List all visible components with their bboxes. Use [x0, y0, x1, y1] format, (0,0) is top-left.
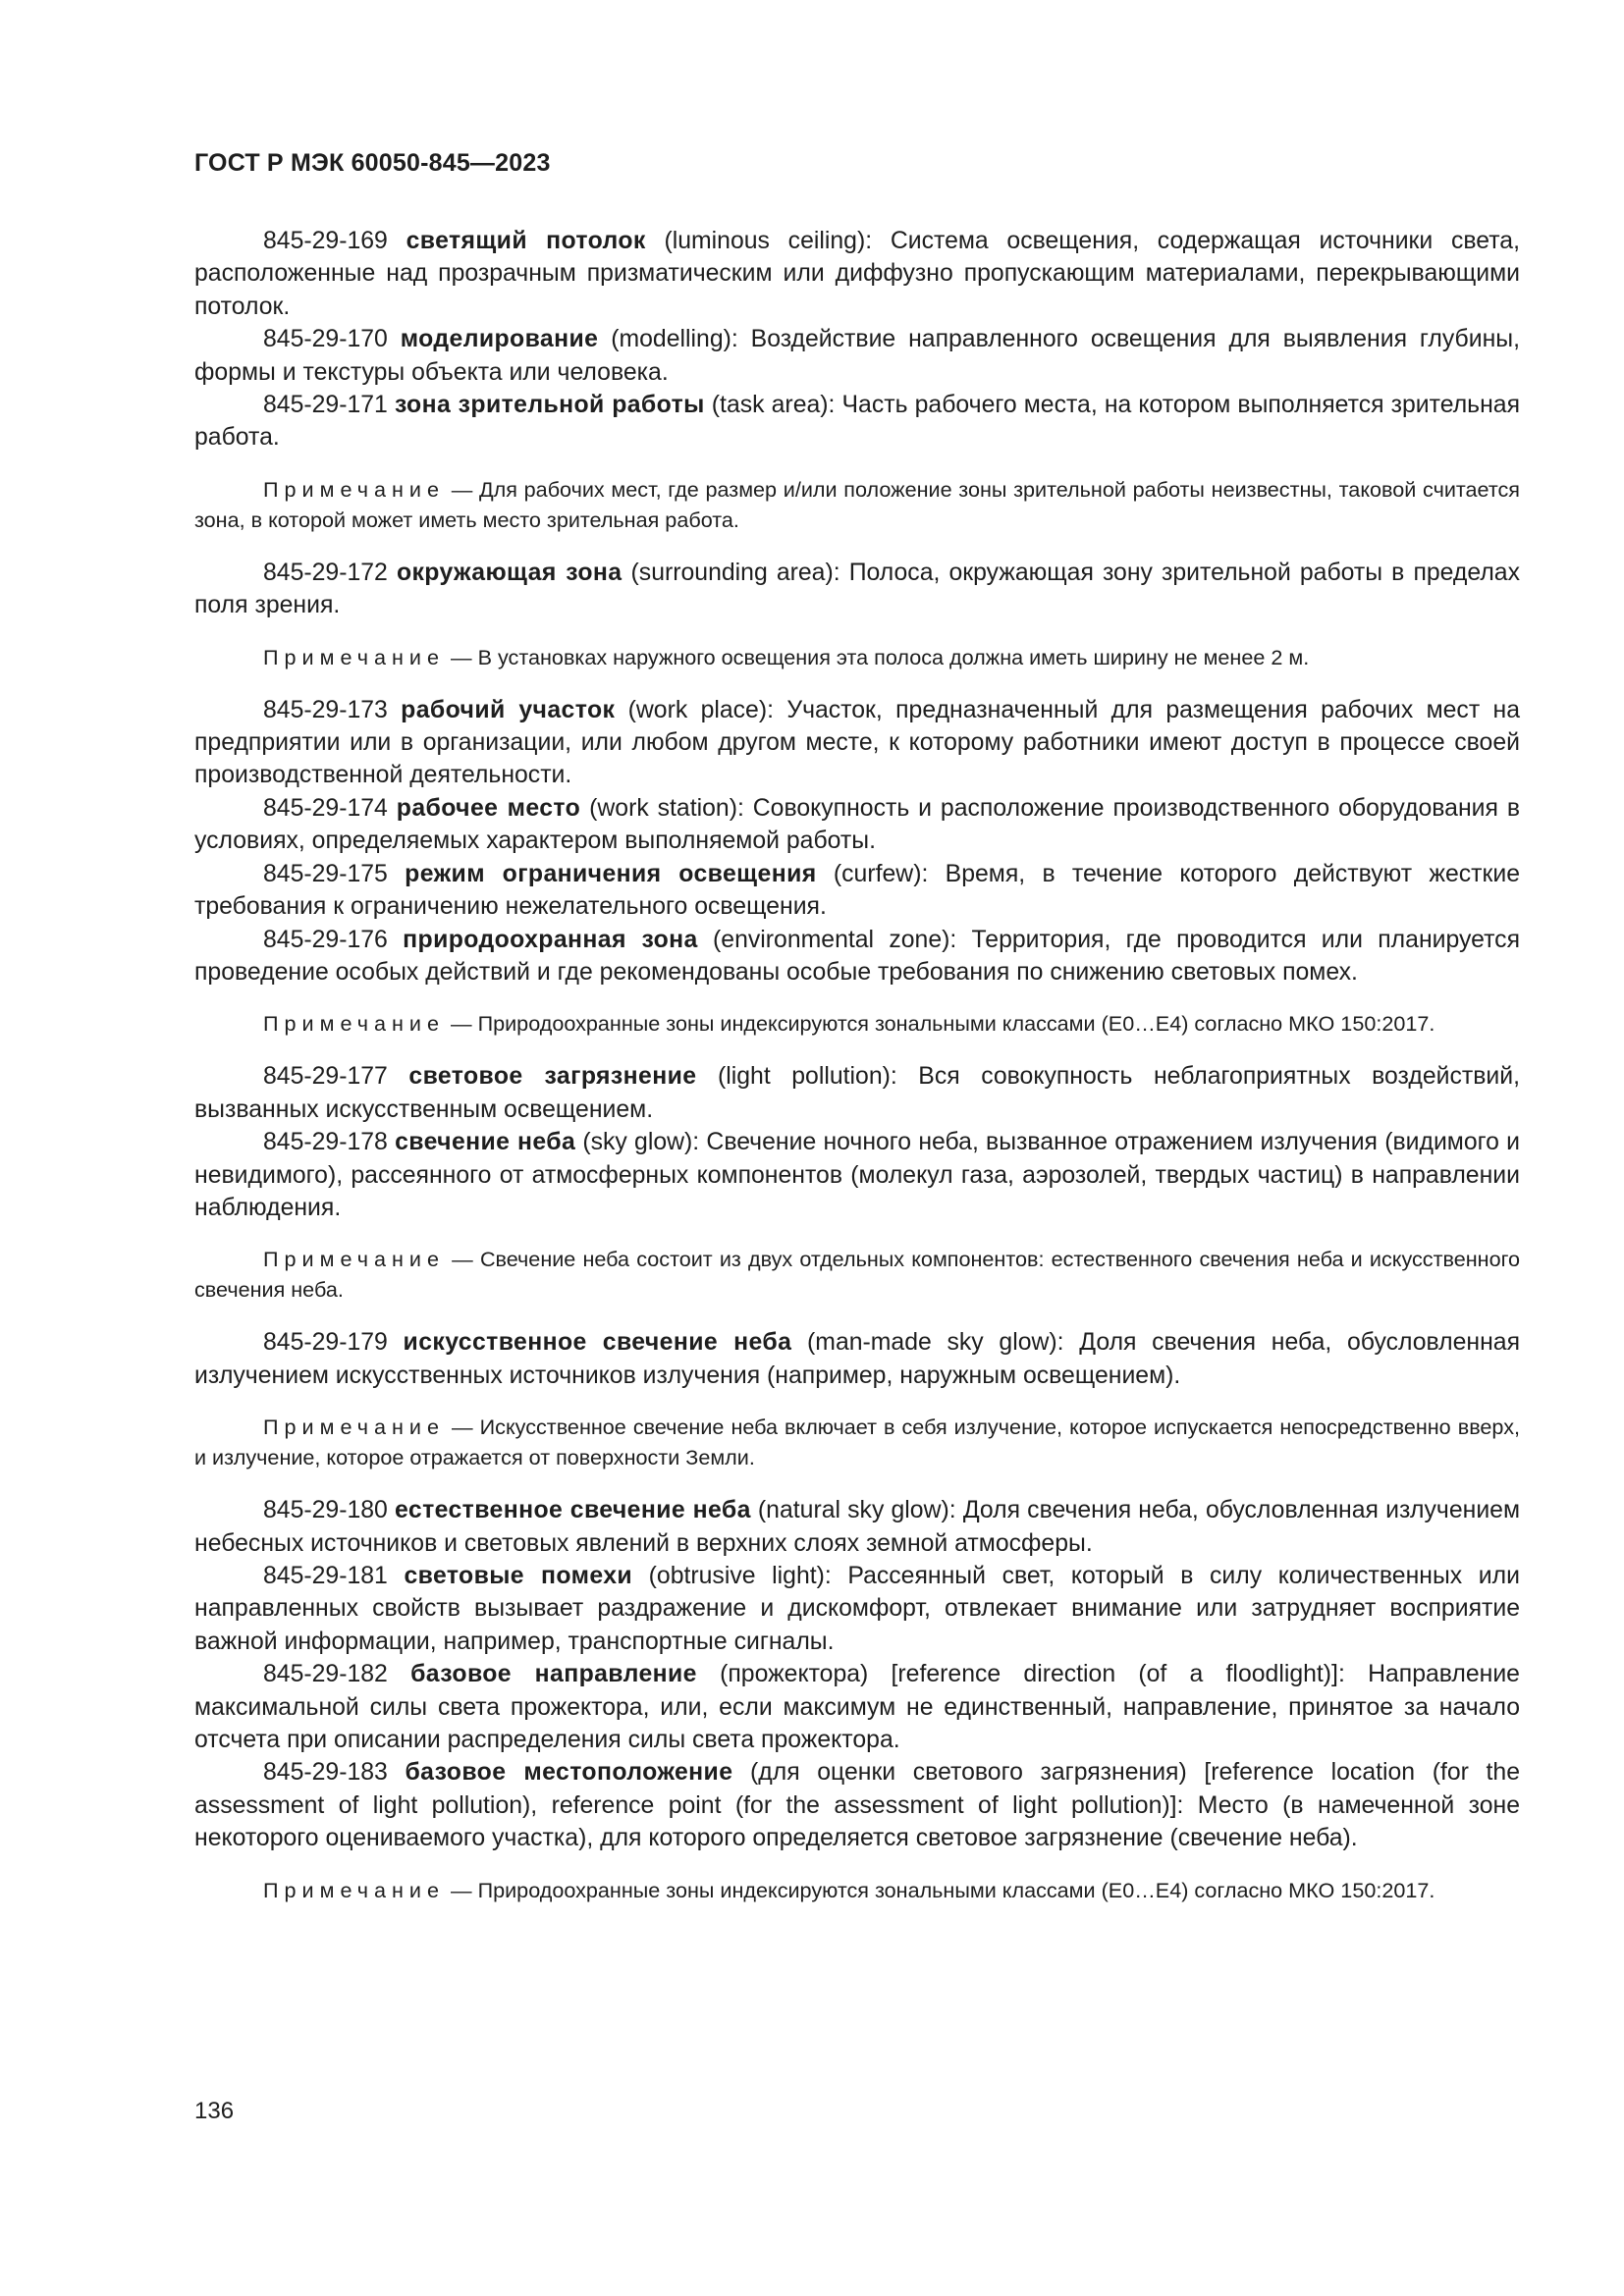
- term-definition: (surrounding area): Полоса, окружающая зону зрительной работы в пределах поля зрения.: [194, 559, 1520, 619]
- note-entry: [194, 1412, 1520, 1472]
- term-name: моделирование: [400, 326, 599, 353]
- term-code: 845-29-182: [263, 1661, 388, 1688]
- term-name: свечение неба: [395, 1129, 576, 1156]
- term-entry: [194, 557, 1520, 622]
- term-name: рабочее место: [396, 794, 581, 822]
- note-label: Примечание: [263, 1011, 445, 1037]
- note-text: — В установках наружного освещения эта полоса должна иметь ширину не менее 2 м.: [445, 644, 1310, 669]
- term-name: окружающая зона: [396, 559, 623, 586]
- note-label: Примечание: [263, 1877, 445, 1902]
- term-definition: (sky glow): Свечение ночного неба, вызванное отражением излучения (видимого и невидимого), рассеянного от атмосферных компонентов (молекул газа, аэрозолей, твердых частиц) в направлении наблюдения.: [194, 1129, 1521, 1221]
- term-entries: [194, 225, 1520, 1905]
- term-name: светящий потолок: [406, 228, 646, 254]
- term-code: 845-29-169: [263, 228, 388, 254]
- term-name: световое загрязнение: [408, 1063, 697, 1091]
- term-name: световые помехи: [404, 1562, 633, 1589]
- term-code: 845-29-173: [263, 696, 388, 723]
- note-entry: [194, 1008, 1520, 1039]
- term-code: 845-29-175: [263, 860, 388, 887]
- term-code: 845-29-176: [263, 926, 388, 953]
- term-name: природоохранная зона: [403, 926, 698, 953]
- term-definition: (modelling): Воздействие направленного освещения для выявления глубины, формы и текстуры объекта или человека.: [194, 326, 1521, 386]
- term-code: 845-29-177: [263, 1063, 388, 1091]
- term-code: 845-29-181: [263, 1562, 388, 1589]
- term-code: 845-29-174: [263, 794, 388, 822]
- term-definition: (luminous ceiling): Система освещения, содержащая источники света, расположенные над прозрачным призматическим или диффузно пропускающим материалами, перекрывающими потолок.: [194, 228, 1520, 320]
- term-code: 845-29-179: [263, 1329, 388, 1357]
- term-name: рабочий участок: [401, 696, 616, 723]
- term-name: искусственное свечение неба: [403, 1329, 792, 1357]
- term-entry: [194, 858, 1520, 924]
- term-name: зона зрительной работы: [394, 392, 705, 419]
- note-entry: [194, 642, 1520, 672]
- note-text: — Искусственное свечение неба включает в себя излучение, которое испускается непосредственно вверх, и излучение, которое отражается от поверхности Земли.: [194, 1415, 1520, 1470]
- term-name: базовое местоположение: [405, 1759, 733, 1787]
- term-entry: [194, 924, 1520, 989]
- note-label: Примечание: [263, 1415, 445, 1440]
- term-entry: [194, 1756, 1520, 1854]
- document-page: [194, 147, 1520, 1927]
- document-header: ГОСТ Р МЭК 60050-845—2023: [194, 149, 551, 177]
- term-code: 845-29-170: [263, 326, 388, 353]
- term-definition: (light pollution): Вся совокупность неблагоприятных воздействий, вызванных искусственным освещением.: [194, 1063, 1521, 1123]
- term-definition: (task area): Часть рабочего места, на котором выполняется зрительная работа.: [194, 392, 1520, 452]
- note-text: — Для рабочих мест, где размер и/или положение зоны зрительной работы неизвестны, таковой считается зона, в которой может иметь место зрительная работа.: [194, 476, 1520, 532]
- page-number: 136: [194, 2098, 235, 2124]
- term-entry: [194, 694, 1520, 792]
- note-label: Примечание: [263, 644, 445, 669]
- note-label: Примечание: [263, 476, 445, 502]
- term-name: режим ограничения освещения: [405, 860, 817, 887]
- term-definition: (work station): Совокупность и расположение производственного оборудования в условиях, определяемых характером выполняемой работы.: [194, 794, 1521, 855]
- term-name: естественное свечение неба: [395, 1497, 751, 1524]
- term-definition: (для оценки светового загрязнения) [reference location (for the assessment of light pollution), reference point (for the assessment of light pollution)]: Место (в намеченной зоне некоторого оцениваемого участка), для которого определяется световое загрязнение (свечение неба).: [194, 1759, 1520, 1852]
- term-definition: (work place): Участок, предназначенный для размещения рабочих мест на предприятии или в организации, или любом другом месте, к которому работники имеют доступ в процессе своей производственной деятельности.: [194, 696, 1520, 789]
- term-definition: (environmental zone): Территория, где проводится или планируется проведение особых действий и где рекомендованы особые требования по снижению световых помех.: [194, 926, 1520, 986]
- term-entry: [194, 225, 1520, 323]
- term-definition: (natural sky glow): Доля свечения неба, обусловленная излучением небесных источников и световых явлений в верхних слоях земной атмосферы.: [194, 1497, 1521, 1557]
- term-code: 845-29-180: [263, 1497, 388, 1524]
- note-label: Примечание: [263, 1247, 445, 1272]
- note-text: — Свечение неба состоит из двух отдельных компонентов: естественного свечения неба и искусственного свечения неба.: [194, 1247, 1520, 1303]
- term-entry: [194, 1126, 1520, 1224]
- term-definition: (curfew): Время, в течение которого действуют жесткие требования к ограничению нежелательного освещения.: [194, 860, 1520, 921]
- note-entry: [194, 1875, 1520, 1905]
- term-entry: [194, 389, 1520, 454]
- term-name: базовое направление: [410, 1661, 697, 1688]
- note-text: — Природоохранные зоны индексируются зональными классами (E0…E4) согласно МКО 150:2017.: [445, 1877, 1435, 1902]
- term-code: 845-29-178: [263, 1129, 388, 1156]
- note-entry: [194, 1244, 1520, 1305]
- term-code: 845-29-171: [263, 392, 388, 419]
- term-entry: [194, 1494, 1520, 1560]
- note-entry: [194, 474, 1520, 535]
- term-entry: [194, 792, 1520, 858]
- term-entry: [194, 1326, 1520, 1392]
- term-code: 845-29-183: [263, 1759, 388, 1787]
- term-entry: [194, 323, 1520, 389]
- note-text: — Природоохранные зоны индексируются зональными классами (E0…E4) согласно МКО 150:2017.: [445, 1011, 1435, 1037]
- term-entry: [194, 1560, 1520, 1658]
- term-entry: [194, 1060, 1520, 1126]
- term-definition: (прожектора) [reference direction (of a floodlight)]: Направление максимальной силы света прожектора, или, если максимум не единственный, направление, принятое за начало отсчета при описании распределения силы света прожектора.: [194, 1661, 1520, 1753]
- term-code: 845-29-172: [263, 559, 388, 586]
- term-definition: (man-made sky glow): Доля свечения неба, обусловленная излучением искусственных источников излучения (например, наружным освещением).: [194, 1329, 1520, 1389]
- term-definition: (obtrusive light): Рассеянный свет, который в силу количественных или направленных свойств вызывает раздражение и дискомфорт, отвлекает внимание или затрудняет восприятие важной информации, например, транспортные сигналы.: [194, 1562, 1520, 1655]
- term-entry: [194, 1658, 1520, 1756]
